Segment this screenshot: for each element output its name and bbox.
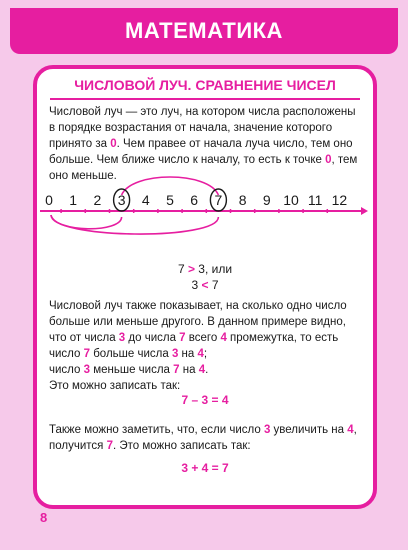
tick-label-0: 0 xyxy=(45,192,53,208)
highlight: 4 xyxy=(197,348,204,360)
text: , тем xyxy=(331,154,358,166)
explanation-paragraph xyxy=(49,298,365,394)
tick-label-1: 1 xyxy=(69,192,78,208)
highlight: 7 xyxy=(173,364,180,376)
text: 3 xyxy=(191,278,202,292)
tick-label-9: 9 xyxy=(262,192,271,208)
explanation-line-1: Числовой луч также показывает, на сколько одно число xyxy=(49,300,347,312)
text: что от числа xyxy=(49,332,119,344)
header-title: МАТЕМАТИКА xyxy=(125,18,283,43)
text: промежутка, то есть xyxy=(226,332,339,344)
text: на xyxy=(178,348,198,360)
intro-line-2: в порядке возрастания от начала, значение которого xyxy=(49,122,333,134)
tick-label-8: 8 xyxy=(238,192,247,208)
text: получится xyxy=(49,440,107,452)
tick-label-3: 3 xyxy=(117,192,126,208)
intro-line-1: Числовой луч — это луч, на котором числа расположены xyxy=(49,106,356,118)
content-card xyxy=(33,65,377,509)
explanation-line-5 xyxy=(49,362,365,378)
text: 3, или xyxy=(194,262,233,276)
text: меньше числа xyxy=(90,364,174,376)
text: больше. Чем ближе число к началу, то есть к точке xyxy=(49,154,326,166)
explanation-line-4 xyxy=(49,346,365,362)
highlight: 4 xyxy=(347,424,354,436)
title-underline xyxy=(50,98,360,100)
highlight: 4 xyxy=(220,332,227,344)
text: . Это можно записать так: xyxy=(112,440,251,452)
comparison-less xyxy=(37,277,373,293)
less-sign: < xyxy=(201,278,209,292)
text: принято за xyxy=(49,138,111,150)
highlight: 7 xyxy=(83,348,91,360)
addition-paragraph xyxy=(49,422,365,454)
intro-paragraph xyxy=(49,104,365,184)
tick-label-5: 5 xyxy=(166,192,174,208)
text: до числа xyxy=(125,332,180,344)
text: число xyxy=(49,348,84,360)
text: 7 xyxy=(177,262,188,276)
tick-label-12: 12 xyxy=(331,192,348,208)
intro-line-3 xyxy=(49,136,365,152)
intro-line-5: оно меньше. xyxy=(49,170,117,182)
addition-line-2 xyxy=(49,438,365,454)
arc-0-to-7 xyxy=(51,215,218,234)
tick-label-11: 11 xyxy=(307,192,323,208)
tick-label-2: 2 xyxy=(93,192,102,208)
greater-sign: > xyxy=(187,262,195,276)
highlight: 3 xyxy=(171,348,179,360)
text: число xyxy=(49,364,84,376)
equation-subtraction: 7 – 3 = 4 xyxy=(181,393,229,407)
number-line-diagram xyxy=(38,175,370,245)
text: увеличить на xyxy=(270,424,348,436)
explanation-line-2: больше или меньше другого. В данном примере видно, xyxy=(49,316,346,328)
highlight: 0 xyxy=(325,154,332,166)
text: всего xyxy=(185,332,221,344)
text: , xyxy=(353,424,357,436)
text: 7 xyxy=(208,278,219,292)
tick-label-4: 4 xyxy=(141,192,150,208)
intro-line-4 xyxy=(49,152,365,168)
tick-label-6: 6 xyxy=(190,192,199,208)
comparison-greater xyxy=(37,261,373,277)
text: . Чем правее от начала луча число, тем оно xyxy=(116,138,353,150)
arc-0-to-3 xyxy=(51,215,122,229)
explanation-line-6: Это можно записать так: xyxy=(49,380,181,392)
explanation-line-3 xyxy=(49,330,365,346)
text: ; xyxy=(203,348,208,360)
highlight: 7 xyxy=(179,332,186,344)
text: Также можно заметить, что, если число xyxy=(49,424,264,436)
card-title: ЧИСЛОВОЙ ЛУЧ. СРАВНЕНИЕ ЧИСЕЛ xyxy=(74,77,336,93)
page-number: 8 xyxy=(40,510,48,525)
highlight: 3 xyxy=(118,332,126,344)
highlight: 3 xyxy=(263,424,271,436)
text: на xyxy=(179,364,199,376)
text: . xyxy=(205,364,209,376)
highlight: 4 xyxy=(198,364,206,376)
tick-label-7: 7 xyxy=(214,192,223,208)
number-line-arrow xyxy=(361,207,368,215)
equation-addition: 3 + 4 = 7 xyxy=(181,461,229,475)
header-banner xyxy=(10,8,398,54)
highlight: 3 xyxy=(83,364,91,376)
text: больше числа xyxy=(90,348,172,360)
addition-line-1 xyxy=(49,422,365,438)
highlight: 7 xyxy=(106,440,113,452)
tick-label-10: 10 xyxy=(283,192,299,208)
highlight: 0 xyxy=(110,138,117,150)
